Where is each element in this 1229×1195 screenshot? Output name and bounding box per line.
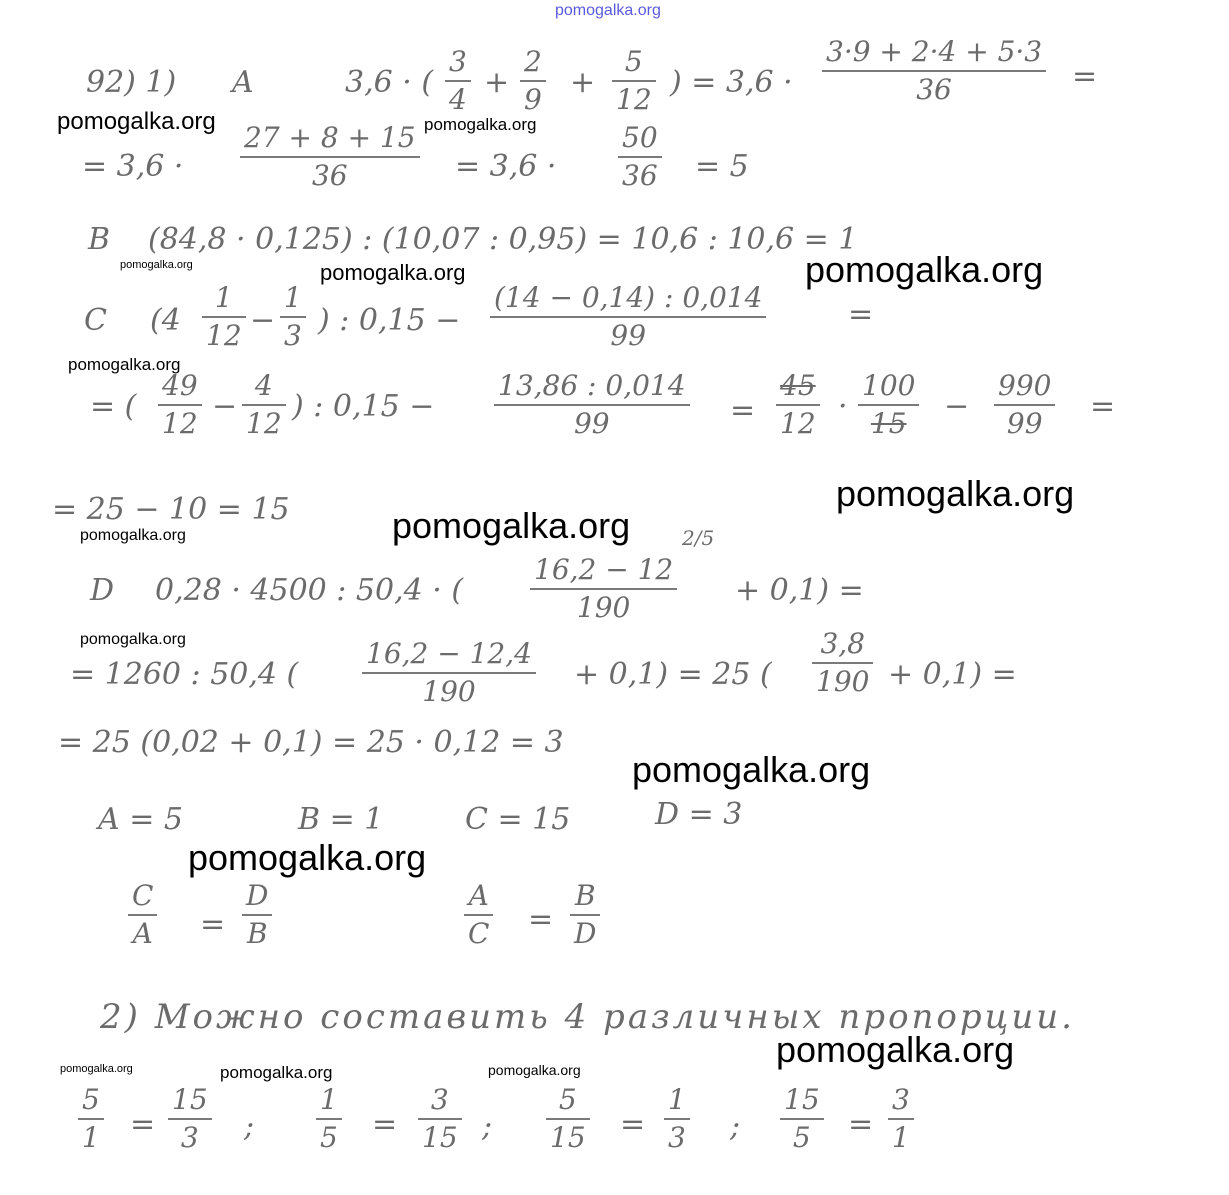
c-line3: = 25 − 10 = 15: [52, 492, 290, 527]
d-line2-lead: = 1260 : 50,4 (: [70, 657, 299, 692]
denominator: 12: [206, 319, 242, 352]
d-line2-tail: + 0,1) =: [888, 657, 1017, 692]
final-p1-b: [168, 1083, 212, 1154]
d-frac-2: [362, 637, 536, 708]
c-frac-long: [490, 281, 766, 352]
final-p2-eq: =: [372, 1107, 398, 1142]
denominator: 190: [422, 675, 476, 708]
denominator: 5: [320, 1121, 338, 1154]
final-p3-eq: =: [620, 1107, 646, 1142]
watermark: pomogalka.org: [836, 473, 1075, 514]
numerator: 5: [624, 45, 643, 78]
c-line2-eq: =: [730, 393, 756, 428]
a-frac-3-4: [445, 45, 471, 116]
numerator: 3: [449, 45, 467, 78]
numerator: 2: [524, 45, 542, 78]
numerator: 27 + 8 + 15: [244, 121, 416, 154]
c-frac-13-86: [494, 369, 690, 440]
denominator: 3: [284, 319, 302, 352]
denominator: 190: [576, 591, 631, 624]
a-frac-big: [822, 35, 1046, 106]
denominator: 3: [668, 1121, 686, 1154]
a-frac-5-12: [612, 45, 656, 116]
c-frac-1-12: [202, 281, 246, 352]
numerator: 15: [784, 1083, 820, 1116]
numerator: 1: [284, 281, 302, 314]
denominator: 99: [1006, 407, 1043, 440]
final-p1-a: [78, 1083, 104, 1154]
watermark: pomogalka.org: [80, 631, 186, 648]
problem-number: 92) 1): [86, 65, 177, 100]
watermark: pomogalka.org: [392, 505, 631, 546]
denominator: 99: [610, 319, 647, 352]
final-p4-eq: =: [848, 1107, 874, 1142]
c-minus: −: [250, 303, 276, 338]
numerator: 1: [214, 281, 233, 314]
c-frac-990-99: [994, 369, 1055, 440]
numerator: 4: [254, 369, 273, 402]
c-frac-49-12: [158, 369, 202, 440]
site-mark[interactable]: pomogalka.org: [555, 2, 661, 19]
denominator: 12: [162, 407, 198, 440]
denominator: A: [132, 917, 153, 950]
c-frac-100-15: [858, 369, 919, 440]
label-a: A: [232, 65, 254, 100]
c-line2-dot: ·: [838, 389, 848, 424]
denominator: 36: [916, 73, 952, 106]
d-frac-1: [530, 553, 677, 624]
denominator: 36: [311, 159, 348, 192]
c-frac-1-3: [280, 281, 306, 352]
denominator: 1: [892, 1121, 910, 1154]
denominator: 12: [780, 407, 816, 440]
c-line2-trail: =: [1090, 389, 1116, 424]
a-frac-sum: [240, 121, 420, 192]
denominator: 5: [792, 1121, 811, 1154]
denominator: 4: [449, 83, 467, 116]
c-frac-4-12: [242, 369, 286, 440]
numerator: (14 − 0,14) : 0,014: [494, 281, 763, 314]
watermark: pomogalka.org: [320, 260, 466, 285]
numerator: C: [132, 879, 154, 912]
a-close: ) = 3,6 ·: [670, 65, 793, 100]
summary-a: A = 5: [98, 802, 183, 837]
prop2-eq: =: [528, 902, 554, 937]
a-frac-2-9: [520, 45, 546, 116]
a-line2-mid: = 3,6 ·: [455, 149, 557, 184]
watermark: pomogalka.org: [488, 1062, 581, 1078]
numerator: 13,86 : 0,014: [498, 369, 686, 402]
final-p3-a: [546, 1083, 590, 1154]
denominator: 12: [616, 83, 652, 116]
numerator: 100: [862, 369, 916, 402]
c-line2-lead: = (: [90, 389, 137, 424]
numerator: 3: [430, 1083, 449, 1116]
c-close: ) : 0,15 −: [318, 303, 461, 338]
a-line2-lead: = 3,6 ·: [82, 149, 184, 184]
watermark: pomogalka.org: [220, 1063, 333, 1082]
denominator: 9: [524, 83, 542, 116]
watermark: pomogalka.org: [68, 355, 181, 374]
summary-b: B = 1: [298, 802, 384, 837]
numerator: A: [468, 879, 489, 912]
b-line: (84,8 · 0,125) : (10,07 : 0,95) = 10,6 : 10,6 = 1: [148, 222, 858, 257]
watermark: pomogalka.org: [57, 108, 216, 135]
denominator: 190: [816, 665, 870, 698]
summary-c: C = 15: [465, 802, 571, 837]
d-line1-lead: 0,28 · 4500 : 50,4 · (: [155, 573, 464, 608]
denominator: 12: [246, 407, 282, 440]
a-trail: =: [1072, 59, 1098, 94]
c-frac-45-12: [776, 369, 820, 440]
a-plus1: +: [484, 65, 510, 100]
c-line2-minus2: −: [944, 389, 970, 424]
prop1-eq: =: [200, 907, 226, 942]
watermark: pomogalka.org: [80, 527, 186, 544]
a-plus2: +: [570, 65, 596, 100]
prop2-left: [464, 879, 493, 950]
prop1-right: [242, 879, 272, 950]
a-frac-50-36: [618, 121, 662, 192]
numerator: 1: [668, 1083, 686, 1116]
denominator: D: [574, 917, 597, 950]
numerator: 15: [172, 1083, 208, 1116]
c-line2-close: ) : 0,15 −: [292, 389, 435, 424]
watermark: pomogalka.org: [805, 249, 1044, 290]
final-sep-1: ;: [244, 1109, 255, 1144]
watermark: pomogalka.org: [60, 1063, 133, 1075]
c-open: (4: [150, 303, 181, 338]
numerator: 990: [998, 369, 1052, 402]
numerator: 3,8: [820, 627, 865, 660]
denominator: 15: [422, 1121, 458, 1154]
denominator: 99: [573, 407, 610, 440]
a-result: = 5: [695, 149, 749, 184]
numerator: 45: [780, 369, 816, 402]
watermark: pomogalka.org: [776, 1029, 1015, 1070]
numerator: 1: [320, 1083, 338, 1116]
final-p2-b: [418, 1083, 462, 1154]
denominator: B: [246, 917, 268, 950]
denominator: 15: [870, 407, 907, 440]
label-c: C: [84, 303, 107, 338]
d-line1-tail: + 0,1) =: [735, 573, 864, 608]
watermark: pomogalka.org: [632, 749, 871, 790]
watermark: pomogalka.org: [120, 259, 193, 271]
final-p1-eq: =: [130, 1107, 156, 1142]
numerator: D: [246, 879, 269, 912]
d-line3: = 25 (0,02 + 0,1) = 25 · 0,12 = 3: [58, 725, 564, 760]
d-frac-3: [812, 627, 873, 698]
final-sep-2: ;: [482, 1109, 493, 1144]
c-line2-minus: −: [212, 389, 238, 424]
numerator: B: [574, 879, 596, 912]
denominator: 1: [82, 1121, 100, 1154]
final-p3-b: [664, 1083, 690, 1154]
final-sep-3: ;: [730, 1109, 741, 1144]
label-b: B: [88, 222, 111, 257]
summary-d: D = 3: [655, 797, 743, 832]
c-trail: =: [848, 297, 874, 332]
part2-text: 2) Можно составить 4 различных пропорции.: [100, 997, 1075, 1037]
label-d: D: [90, 573, 115, 608]
numerator: 3·9 + 2·4 + 5·3: [826, 35, 1043, 68]
numerator: 3: [892, 1083, 910, 1116]
d-mixed-fraction: 2/5: [682, 526, 715, 550]
denominator: C: [468, 917, 490, 950]
final-p4-a: [780, 1083, 824, 1154]
denominator: 15: [550, 1121, 586, 1154]
prop1-left: [128, 879, 157, 950]
prop2-right: [570, 879, 600, 950]
d-line2-mid: + 0,1) = 25 (: [574, 657, 772, 692]
numerator: 50: [622, 121, 658, 154]
watermark: pomogalka.org: [188, 837, 427, 878]
watermark: pomogalka.org: [424, 115, 537, 134]
final-p2-a: [316, 1083, 342, 1154]
a-line1-lead: 3,6 · (: [345, 65, 434, 100]
denominator: 3: [180, 1121, 199, 1154]
denominator: 36: [622, 159, 658, 192]
numerator: 16,2 − 12: [534, 553, 674, 586]
numerator: 5: [82, 1083, 100, 1116]
numerator: 5: [558, 1083, 577, 1116]
numerator: 16,2 − 12,4: [366, 637, 532, 670]
final-p4-b: [888, 1083, 914, 1154]
numerator: 49: [162, 369, 198, 402]
